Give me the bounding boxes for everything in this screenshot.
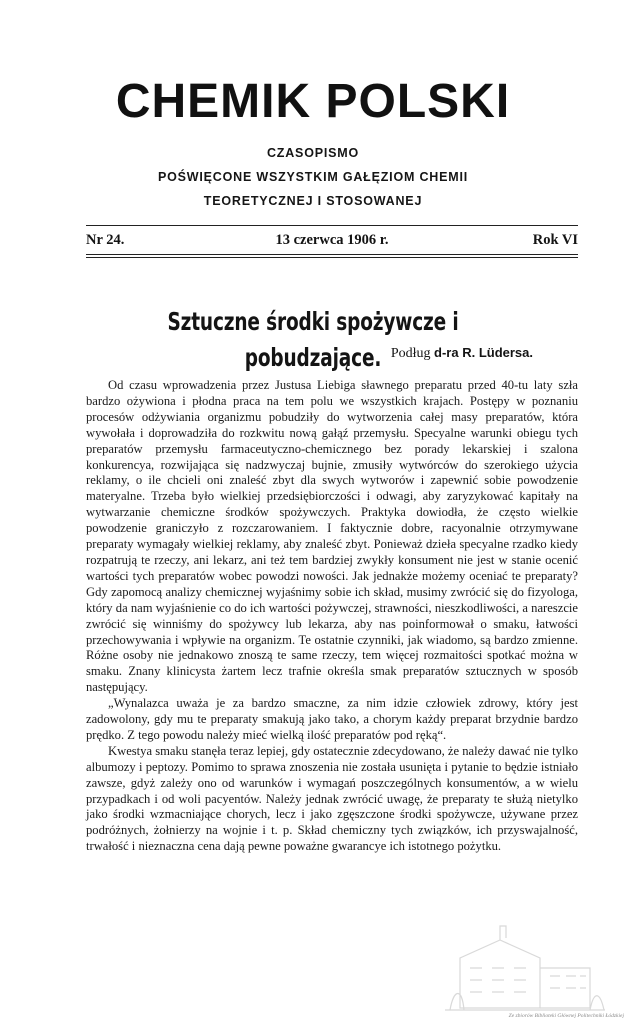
journal-subtitle-line-2: POŚWIĘCONE WSZYSTKIM GAŁĘZIOM CHEMII (157, 170, 469, 184)
issue-year: Rok VI (532, 232, 578, 248)
paragraph-2: „Wynalazca uważa je za bardzo smaczne, za nim idzie człowiek zdrowy, który jest zadowolony, gdy mu te preparaty smakują jako tako, a chorym każdy preparat brzydnie bardzo prędko. Z tego powodu należy mieć wielką ilość preparatów pod ręką“. (86, 696, 578, 742)
library-building-watermark-icon (440, 918, 610, 1014)
paragraph-1: Od czasu wprowadzenia przez Justusa Liebiga sławnego preparatu przed 40-tu laty szła bardzo ożywiona i płodna praca na tem polu we wszystkich krajach. Postępy w poznaniu procesów odżywiania organizmu pobudziły do wytworzenia całej masy preparatów, która wywołała i doprowadziła do rozkwitu nową gałąź przemysłu. Specyalne warunki obiegu tych preparatów przemysłu farmaceutyczno-chemicznego bez porady lekarskiej i szalona konkurencya, rozwijająca się nadzwyczaj bujnie, zmusiły wytwórców do szerokiego użycia reklamy, o ile chcieli oni znaleść zbyt dla swych wytworów i zapewnić sobie powodzenie materyalne. Trzeba było wielkiej przedsiębiorczości i odwagi, aby zaryzykować kapitały na wytwarzanie chemiczne środków spożywczych. Praktyka dowiodła, że często wielkie powodzenie graniczyło z rozczarowaniem. I faktycznie dobre, racyonalnie otrzymywane preparaty wymagały wielkiej reklamy, aby znaleść zbyt. Ponieważ dzieła specyalne rzadko kiedy rozpatrują te rzeczy, ani lekarz, ani też tem bardziej zwykły konsument nie jest w stanie ocenić wartości tych preparatów wobec powodzi nowości. Jak jednakże możemy oceniać te preparaty? Gdy zapomocą analizy chemicznej wyjaśnimy sobie ich skład, musimy zwrócić się do fizyologa, który da nam wyjaśnienie co do ich wartości pożywczej, strawności, nieszkodliwości, a nareszcie zwrócić się winniśmy do spożywcy lub lekarza, aby nas poinformował o smaku, łatwości przechowywania i wpływie na organizm. Te ostatnie czynniki, jak wiadomo, są bardzo zmienne. Różne osoby nie jednakowo znoszą te same rzeczy, tem więcej rozmaitości spotkać można w smaku. Znany klinicysta żartem lecz trafnie określa smak preparatów sztucznych w sposób następujący. (86, 378, 578, 695)
article-title: Sztuczne środki spożywcze i pobudzające. (167, 307, 459, 372)
issue-number: Nr 24. (86, 232, 125, 248)
article-byline (86, 345, 533, 362)
byline-author: d-ra R. Lüdersa. (434, 345, 533, 360)
issue-date: 13 czerwca 1906 r. (275, 232, 389, 248)
journal-subtitle-line-3: TEORETYCZNEJ I STOSOWANEJ (203, 194, 423, 208)
header-rule-bottom (86, 254, 578, 255)
header-rule-bottom-double (86, 257, 578, 258)
library-watermark-text: Ze zbiorów Biblioteki Głównej Politechniki Łódzkiej (508, 1013, 624, 1019)
byline-prefix: Podług (390, 346, 431, 361)
issue-line (86, 232, 578, 250)
article-body (86, 378, 578, 855)
journal-masthead: CHEMIK POLSKI (115, 75, 511, 128)
paragraph-3: Kwestya smaku stanęła teraz lepiej, gdy ostatecznie zdecydowano, że należy dawać nie tylko albumozy i peptozy. Pomimo to sprawa znoszenia nie została usunięta i pytanie to będzie istniało zawsze, gdyż zależy ono od warunków i wymagań poszczególnych konsumentów, a w wielu przypadkach i od woli pacyentów. Należy jednak zwrócić uwagę, że preparaty te służą nietylko jako środki wzmacniające chorych, lecz i jako zgęszczone środki spożywcze, używane przez podróżnych, żołnierzy na wojnie i t. p. Skład chemiczny tych związków, ich przyswajalność, trwałość i nieznaczna cena dają pewne poważne gwarancye ich istotnego pożytku. (86, 743, 578, 854)
journal-subtitle-line-1: CZASOPISMO (266, 146, 360, 160)
header-rule-top (86, 225, 578, 226)
